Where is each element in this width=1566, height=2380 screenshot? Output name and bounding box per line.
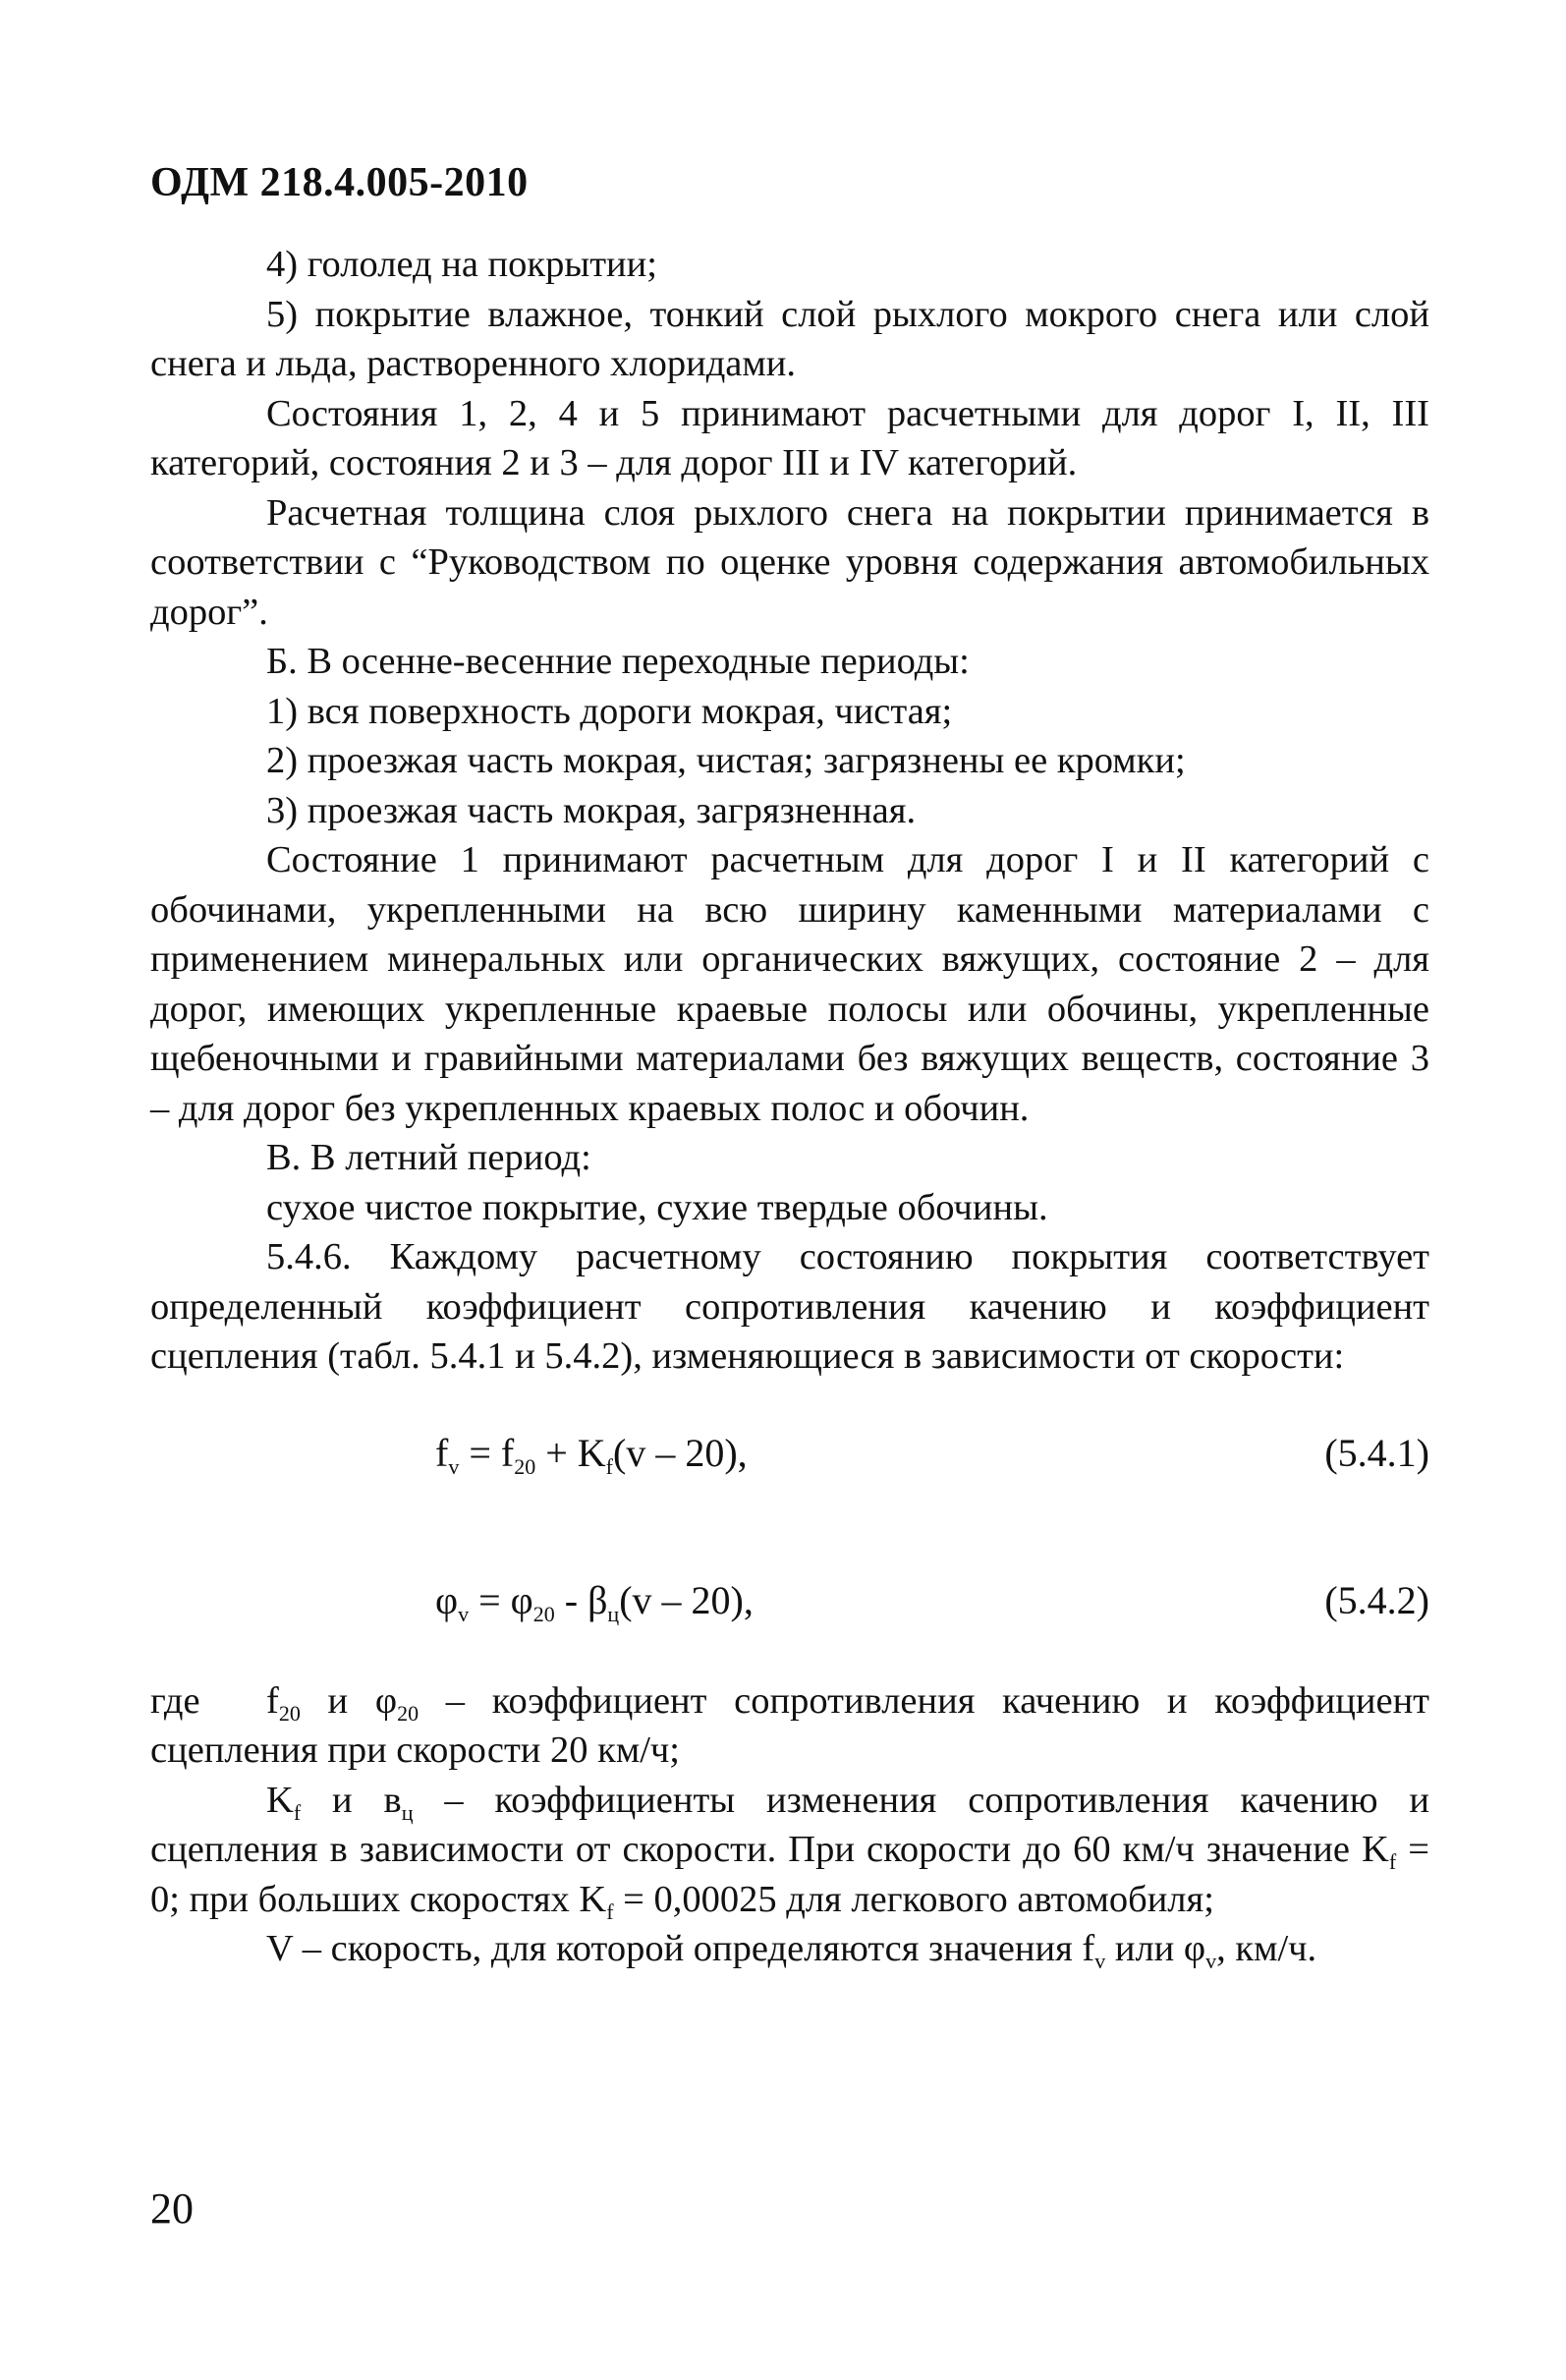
definition-kf-betac: $K_f$ и $в_ц$ – коэффициенты изменения сопротивления качению и сцепления в зависимости от скорости. При скорости до 60 км/ч значение $K_f = 0$; при больших скоростях $K_f = 0,00025$ для легкового автомобиля;	[150, 1779, 1429, 1924]
equation-5-4-2	[150, 1529, 1429, 1676]
paragraph-state-usage: Состояние 1 принимают расчетным для дорог I и II категорий с обочинами, укрепленными на всю ширину каменными материалами с применением минеральных или органических вяжущих, состояние 2 – для дорог, имеющих укрепленные краевые полосы или обочины, укрепленные щебеночными и гравийными материалами без вяжущих веществ, состояние 3 – для дорог без укрепленных краевых полос и обочин.	[150, 839, 1429, 1129]
paragraph-state-1: 1) вся поверхность дороги мокрая, чистая;	[266, 690, 953, 732]
paragraph-summer-period: В. В летний период:	[266, 1137, 591, 1178]
page-number: 20	[150, 2184, 194, 2233]
equation-5-4-1	[150, 1382, 1429, 1529]
paragraph-snow-thickness: Расчетная толщина слоя рыхлого снега на покрытии принимается в соответствии с “Руководством по оценке уровня содержания автомобильных дорог”.	[150, 491, 1429, 633]
definition-speed: V – скорость, для которой определяются значения $f_v$ или $\varphi_v$, км/ч.	[266, 1928, 1317, 1973]
paragraph-wet-surface: 5) покрытие влажное, тонкий слой рыхлого мокрого снега или слой снега и льда, растворенного хлоридами.	[150, 293, 1429, 384]
where-label: где	[150, 1679, 200, 1722]
document-body	[150, 240, 1429, 1974]
paragraph-state-3: 3) проезжая часть мокрая, загрязненная.	[266, 789, 917, 831]
paragraph-ice: 4) гололед на покрытии;	[266, 244, 657, 285]
equation-5-4-1-formula: $f_v = f_{20} + K_f(v - 20)$,	[435, 1430, 748, 1479]
equation-5-4-2-number: (5.4.2)	[1324, 1577, 1429, 1622]
paragraph-summer-state: сухое чистое покрытие, сухие твердые обочины.	[266, 1186, 1048, 1228]
paragraph-5-4-6: 5.4.6. Каждому расчетному состоянию покрытия соответствует определенный коэффициент сопротивления качению и коэффициент сцепления (табл. 5.4.1 и 5.4.2), изменяющиеся в зависимости от скорости:	[150, 1236, 1429, 1377]
paragraph-transition-periods: Б. В осенне-весенние переходные периоды:	[266, 641, 970, 682]
equation-5-4-1-number: (5.4.1)	[1324, 1430, 1429, 1475]
definition-f20-phi20: где $f_{20}$ и $\varphi_{20}$ – коэффициент сопротивления качению и коэффициент сцепления при скорости 20 км/ч;	[150, 1676, 1429, 1776]
equation-5-4-2-formula: $\varphi_v = \varphi_{20} - \beta_ц(v - 20)$,	[435, 1577, 754, 1626]
document-code-header: ОДМ 218.4.005-2010	[150, 160, 529, 205]
paragraph-design-states: Состояния 1, 2, 4 и 5 принимают расчетными для дорог I, II, III категорий, состояния 2 и 3 – для дорог III и IV категорий.	[150, 392, 1429, 483]
paragraph-state-2: 2) проезжая часть мокрая, чистая; загрязнены ее кромки;	[266, 740, 1186, 781]
